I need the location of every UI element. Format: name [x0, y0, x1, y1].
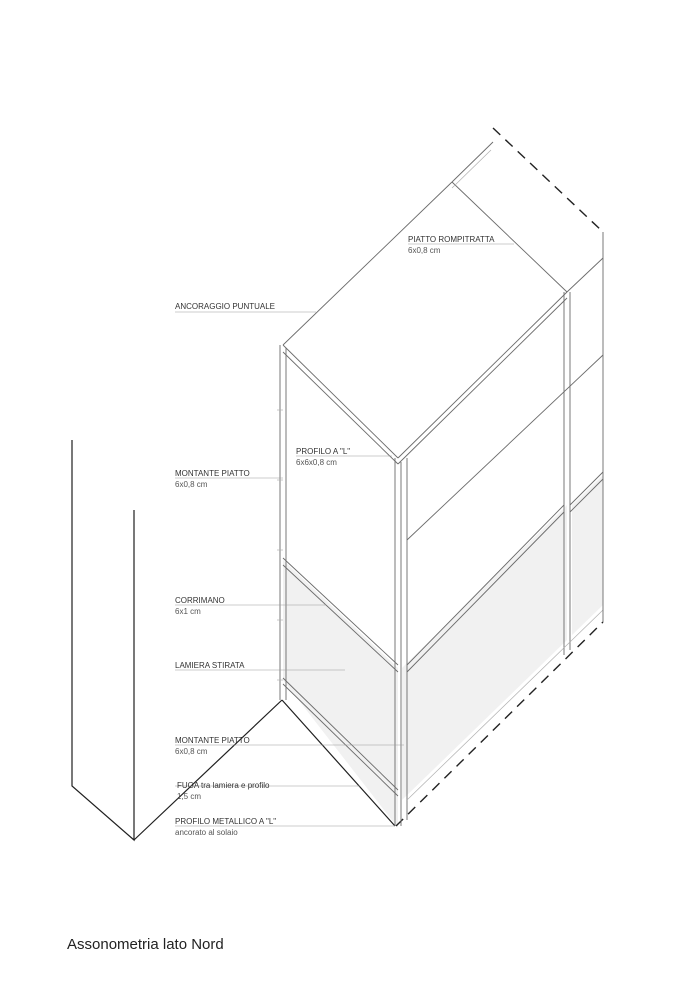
annotation-montante-piatto-bottom — [175, 736, 250, 756]
label-sub: 6x0,8 cm — [408, 246, 441, 255]
label-title: ANCORAGGIO PUNTUALE — [175, 302, 276, 311]
label-sub: 6x1 cm — [175, 607, 201, 616]
annotation-ancoraggio-puntuale — [175, 302, 275, 311]
label-title: PROFILO METALLICO A "L" — [175, 817, 277, 826]
annotation-profilo-metallico — [175, 817, 276, 837]
annotation-piatto-rompitratta — [408, 235, 495, 255]
label-sub: 6x6x0,8 cm — [296, 458, 337, 467]
drawing-caption: Assonometria lato Nord — [67, 936, 224, 953]
label-sub: 6x0,8 cm — [175, 480, 208, 489]
label-title: LAMIERA STIRATA — [175, 661, 245, 670]
label-sub: ancorato al solaio — [175, 828, 238, 837]
label-title: MONTANTE PIATTO — [175, 736, 250, 745]
annotation-fuga — [177, 781, 270, 801]
label-title: MONTANTE PIATTO — [175, 469, 250, 478]
label-title: FUGA tra lamiera e profilo — [177, 781, 270, 790]
annotation-lamiera-stirata — [175, 661, 245, 670]
mesh-panels — [283, 475, 603, 828]
label-title: PIATTO ROMPITRATTA — [408, 235, 495, 244]
label-title: PROFILO A "L" — [296, 447, 351, 456]
label-title: CORRIMANO — [175, 596, 225, 605]
annotation-profilo-l — [296, 447, 350, 467]
label-sub: 1,5 cm — [177, 792, 202, 801]
label-sub: 6x0,8 cm — [175, 747, 208, 756]
annotation-montante-piatto-top — [175, 469, 250, 489]
annotation-corrimano — [175, 596, 225, 616]
